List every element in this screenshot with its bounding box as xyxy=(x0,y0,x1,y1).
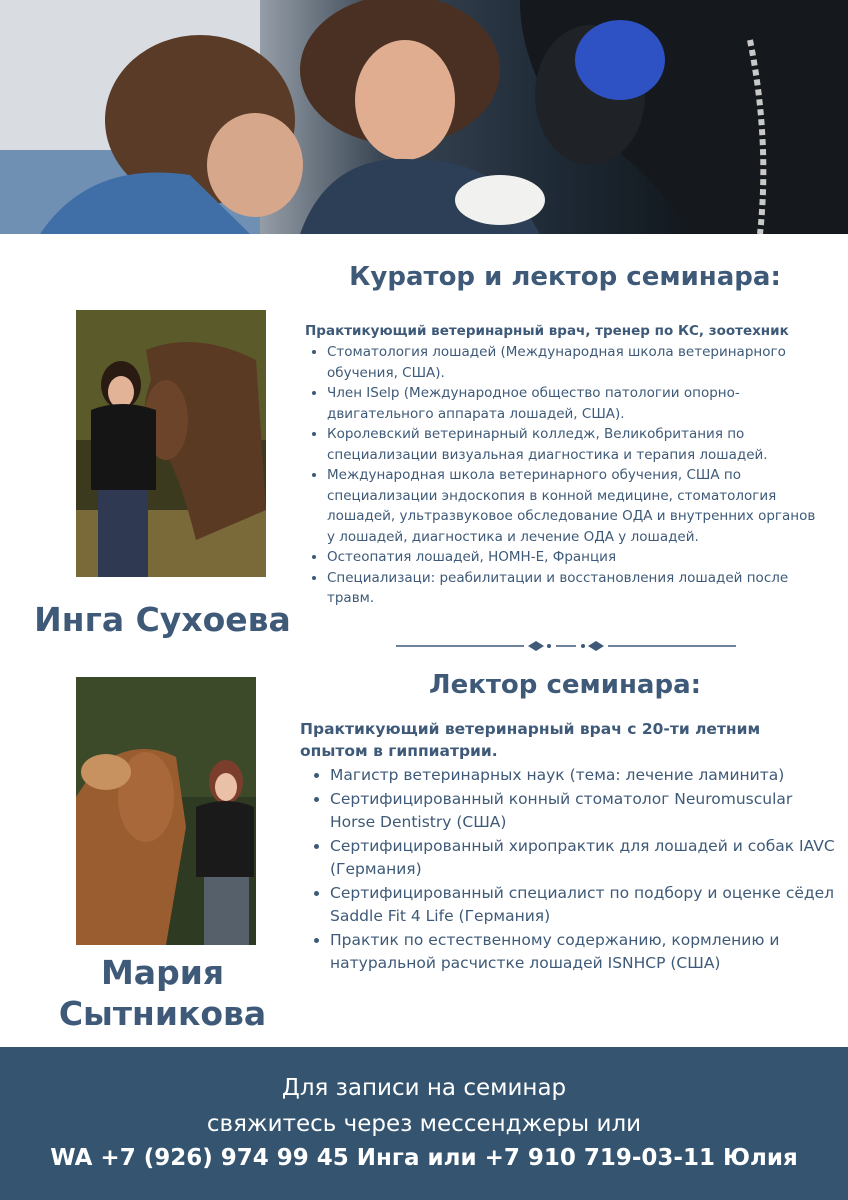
curator-section-title: Куратор и лектор семинара: xyxy=(349,262,781,292)
lecturer-first-name: Мария xyxy=(100,953,225,992)
list-item: • Член ISelp (Международное общество патологии опорно-двигательного аппарата лошадей, США). xyxy=(327,383,827,424)
curator-credentials-list xyxy=(305,342,827,609)
curator-photo xyxy=(76,310,266,577)
hero-illustration xyxy=(0,0,848,234)
list-item: • Остеопатия лошадей, НОМН-Е, Франция xyxy=(327,547,827,568)
lecturer-name xyxy=(40,952,285,1035)
footer-contacts: WA +7 (926) 974 99 45 Инга или +7 910 719-03-11 Юлия xyxy=(50,1145,798,1171)
lecturer-intro: Практикующий ветеринарный врач с 20-ти летним опытом в гиппиатрии. xyxy=(300,720,761,760)
list-item: • Королевский ветеринарный колледж, Великобритания по специализации визуальная диагностика и терапия лошадей. xyxy=(327,424,827,465)
list-item: • Специализаци: реабилитации и восстановления лошадей после травм. xyxy=(327,568,827,609)
contact-footer xyxy=(0,1047,848,1200)
lecturer-last-name: Сытникова xyxy=(58,994,267,1034)
hero-photo xyxy=(0,0,848,234)
list-item: • Сертифицированный конный стоматолог Neuromuscular Horse Dentistry (США) xyxy=(330,788,840,835)
lecturer-section-title: Лектор семинара: xyxy=(428,670,702,700)
list-item: • Стоматология лошадей (Международная школа ветеринарного обучения, США). xyxy=(327,342,827,383)
list-item: • Практик по естественному содержанию, кормлению и натуральной расчистке лошадей ISNHCP (США) xyxy=(330,929,840,976)
curator-photo-illustration xyxy=(76,310,266,577)
lecturer-photo-illustration xyxy=(76,677,256,945)
lecturer-credentials-list xyxy=(308,764,840,976)
list-item: • Международная школа ветеринарного обучения, США по специализации эндоскопия в конной медицине, стоматология лошадей, ультразвуковое обследование ОДА и внутренних органов у лошадей, диагностика и лечение ОДА у лошадей. xyxy=(327,465,827,547)
list-item: • Сертифицированный хиропрактик для лошадей и собак IAVC (Германия) xyxy=(330,835,840,882)
lecturer-photo xyxy=(76,677,256,945)
footer-line-2: свяжитесь через мессенджеры или xyxy=(206,1111,642,1137)
curator-name: Инга Сухоева xyxy=(34,600,291,639)
footer-line-1: Для записи на семинар xyxy=(281,1075,567,1101)
ornamental-divider xyxy=(396,638,736,654)
list-item: • Сертифицированный специалист по подбору и оценке сёдел Saddle Fit 4 Life (Германия) xyxy=(330,882,840,929)
curator-intro: Практикующий ветеринарный врач, тренер по КС, зоотехник xyxy=(305,323,789,339)
list-item: • Магистр ветеринарных наук (тема: лечение ламинита) xyxy=(330,764,840,788)
